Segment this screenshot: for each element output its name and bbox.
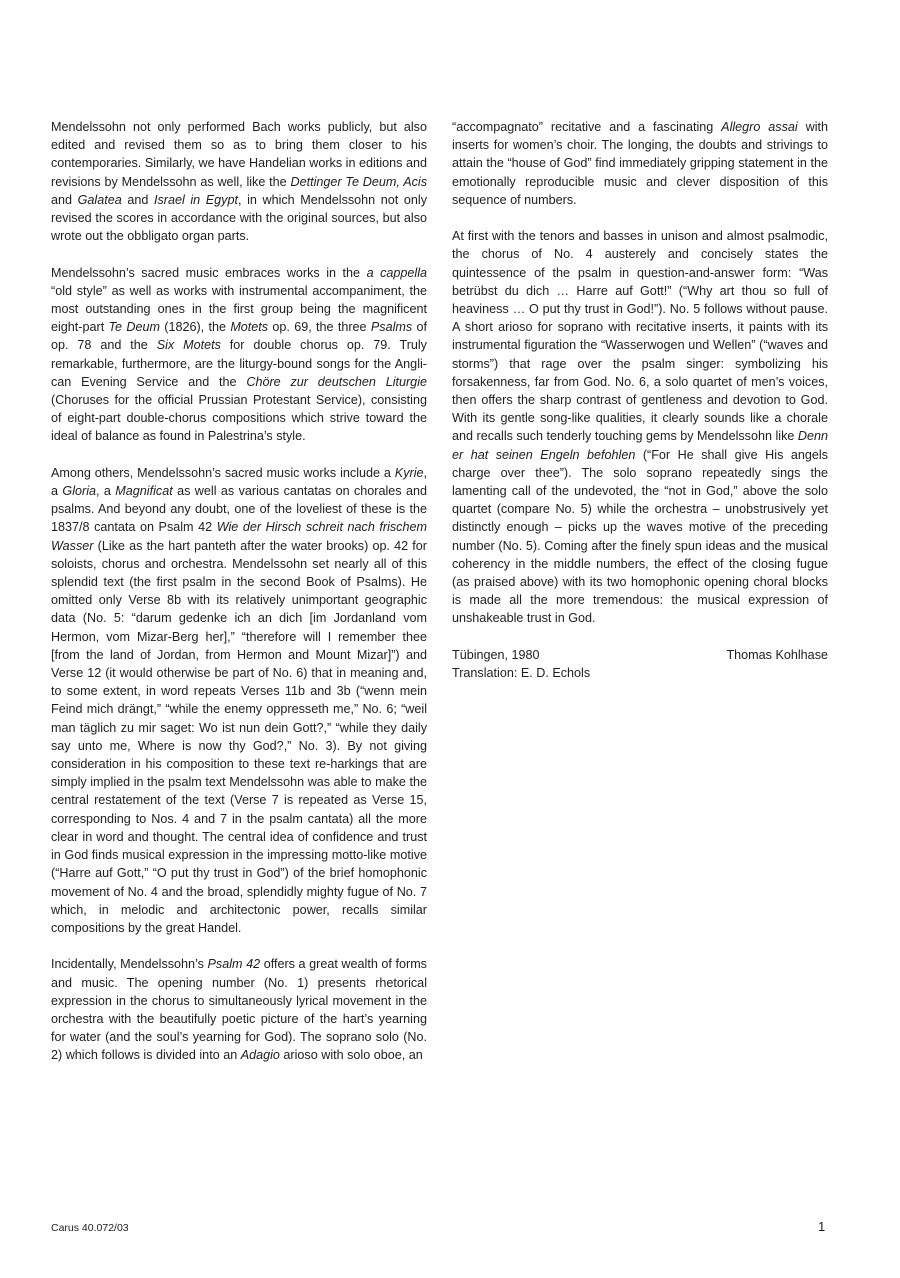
text-run: with inserts for women’s choir. The longing, the doubts and strivings to attain the “house of God” find immediately gripping statement in the emotionally reproducible music and clever disposition of this sequence of numbers. <box>452 120 828 207</box>
text-run: offers a great wealth of forms and music. The opening number (No. 1) presents rhetorical expression in the chorus to simultaneously lyrical movement in the orchestra with the beautifully poetic picture of the hart’s yearning for water (and the soul’s yearning for God). The soprano solo (No. 2) which follows is divided into an <box>51 957 427 1063</box>
italic-title: Te Deum <box>108 320 160 335</box>
text-run: (“For He shall give His angels charge over thee”). The solo soprano repeatedly sings the lamenting call of the undevoted, the “not in God,” above the solo quartet (compare No. 5) while the orchestra – unobstrusively yet distinctly enough – picks up the waves motive of the preceding number (No. 5). Coming after the finely spun ideas and the musical coherency in the middle numbers, the effect of the closing fugue (as praised above) with its two homophonic opening choral blocks is made all the more tremendous: the musical expression of unshakeable trust in God. <box>452 447 828 626</box>
italic-title: Motets <box>230 320 269 335</box>
italic-title: Denn er hat seinen Engeln befohlen <box>452 429 828 462</box>
text-run: Incidentally, Mendelssohn’s <box>51 957 208 972</box>
paragraph <box>51 264 427 446</box>
italic-title: Israel in Egypt <box>153 192 238 207</box>
italic-title: Chöre zur deutschen Liturgie <box>246 374 427 389</box>
text-run: as well as various cantatas on chorales and psalms. And beyond any doubt, one of the loveliest of these is the 1837/8 cantata on Psalm 42 <box>51 484 427 535</box>
italic-title: Dettinger Te Deum, Acis <box>290 174 427 189</box>
signature-line <box>452 646 828 664</box>
translation-credit: Translation: E. D. Echols <box>452 666 591 681</box>
italic-title: Wie der Hirsch schreit nach frischem Wasser <box>51 520 427 553</box>
text-run: “accompagnato” recitative and a fascinating <box>452 120 722 134</box>
italic-title: Adagio <box>240 1048 280 1063</box>
text-run: of op. 78 and the <box>51 320 427 353</box>
text-run: , a <box>51 465 427 499</box>
text-run: arioso with solo oboe, an <box>279 1048 423 1063</box>
paragraph <box>452 118 828 209</box>
italic-title: Six Motets <box>156 338 221 353</box>
italic-title: Allegro assai <box>721 120 798 134</box>
text-run: (1826), the <box>159 320 231 335</box>
text-run: At first with the tenors and basses in unison and almost psalmodic, the chorus of No. 4 austerely and concisely states the quintessence of the psalm in question-and-answer form: “Was betrübst du dich … Harre auf Gott!” (“Why art thou so full of heaviness … O put thy trust in God!”). No. 5 follows without pause. A short arioso for soprano with recitative inserts, it paints with its instrumental figuration the “Wasserwogen und Wellen” (“waves and storms”) that rage over the psalm singer: symbolizing his forsakenness, far from God. No. 6, a solo quartet of men’s voices, then offers the sharp contrast of gentleness and devotion to God. With its gentle song-like qualities, it clearly sounds like a chorale and recalls such tenderly touching gems by Mendelssohn like <box>452 229 828 444</box>
page-number: 1 <box>818 1219 826 1234</box>
author-name: Thomas Kohlhase <box>726 647 828 662</box>
text-run: , a <box>96 484 116 499</box>
text-run: , in which Mendelssohn not only revised the scores in accordance with the original sources, but also wrote out the obbligato organ parts. <box>51 192 427 244</box>
text-run: (Like as the hart panteth after the water brooks) op. 42 for soloists, chorus and orchestra. Mendelssohn set nearly all of this splendid text (the first psalm in the second Book of Psalms). He omitted only Verse 8b with its relatively unimportant geographic data (No. 5: “darum gedenke ich an dich [im Jordanland vom Hermon, vom Mizar-Berg her],” “therefore will I remember thee [from the land of Jordan, from Hermon and Mount Mizar]”) and Verse 12 (it would otherwise be part of No. 6) that in meaning and, to some extent, in word repeats Verses 11b and 3b (“wenn mein Feind mich drängt,” “while the enemy oppresseth me,” No. 6; “weil man täglich zu mir saget: Wo ist nun dein Gott?,” “while they daily say unto me, Where is now thy God?,” No. 3). By not giving consideration in his composition to these text re-harkings that are simply implied in the psalm text Mendelssohn was able to make the central restatement of the text (Verse 7 is repeated as Verse 15, corresponding to Nos. 4 and 7 in the psalm cantata) all the more clear in word and thought. The central idea of confidence and trust in God finds musical expression in the impressing motto-like motive (“Harre auf Gott,” “O put thy trust in God”) of the brief homophonic movement of No. 4 and the broad, splendidly mighty fugue of No. 7 which, in melodic and architectonic power, recalls similar compositions by the great Handel. <box>51 538 427 935</box>
text-run: (Choruses for the official Prussian Protestant Service), consisting of eight-part double-chorus compositions which strive toward the ideal of balance as found in Palestrina’s style. <box>51 393 427 444</box>
italic-title: Magnificat <box>115 484 173 499</box>
place-date: Tübingen, 1980 <box>452 647 540 662</box>
text-run: op. 69, the three <box>268 320 371 335</box>
italic-title: Galatea <box>77 192 122 207</box>
left-column <box>51 118 427 1065</box>
text-run: Mendelssohn not only performed Bach works publicly, but also edited and revised them so as to bring them closer to his contemporaries. Similarly, we have Handelian works in editions and revisions by Mendelssohn as well, like the <box>51 120 427 189</box>
text-run: for double chorus op. 79. Truly remarkable, furthermore, are the liturgy-bound songs for the Anglican Evening Service and the <box>51 338 427 389</box>
text-run: Among others, Mendelssohn’s sacred music works include a <box>51 465 395 480</box>
paragraph <box>51 955 427 1064</box>
italic-title: Gloria <box>62 484 96 499</box>
text-run: “old style” as well as works with instrumental accompaniment, the most outstanding ones in the first group being the magnificent eight-part <box>51 283 427 335</box>
text-run: Mendelssohn’s sacred music embraces works in the <box>51 265 367 280</box>
paragraph <box>51 464 427 937</box>
paragraph <box>51 118 427 245</box>
paragraph <box>452 227 828 627</box>
text-run: and <box>51 192 78 207</box>
italic-title: a cappella <box>366 265 427 280</box>
right-column <box>452 118 828 682</box>
italic-title: Kyrie <box>394 465 424 480</box>
italic-title: Psalm 42 <box>207 957 261 972</box>
text-run: and <box>121 192 154 207</box>
catalog-number: Carus 40.072/03 <box>51 1222 129 1234</box>
italic-title: Psalms <box>370 320 413 335</box>
